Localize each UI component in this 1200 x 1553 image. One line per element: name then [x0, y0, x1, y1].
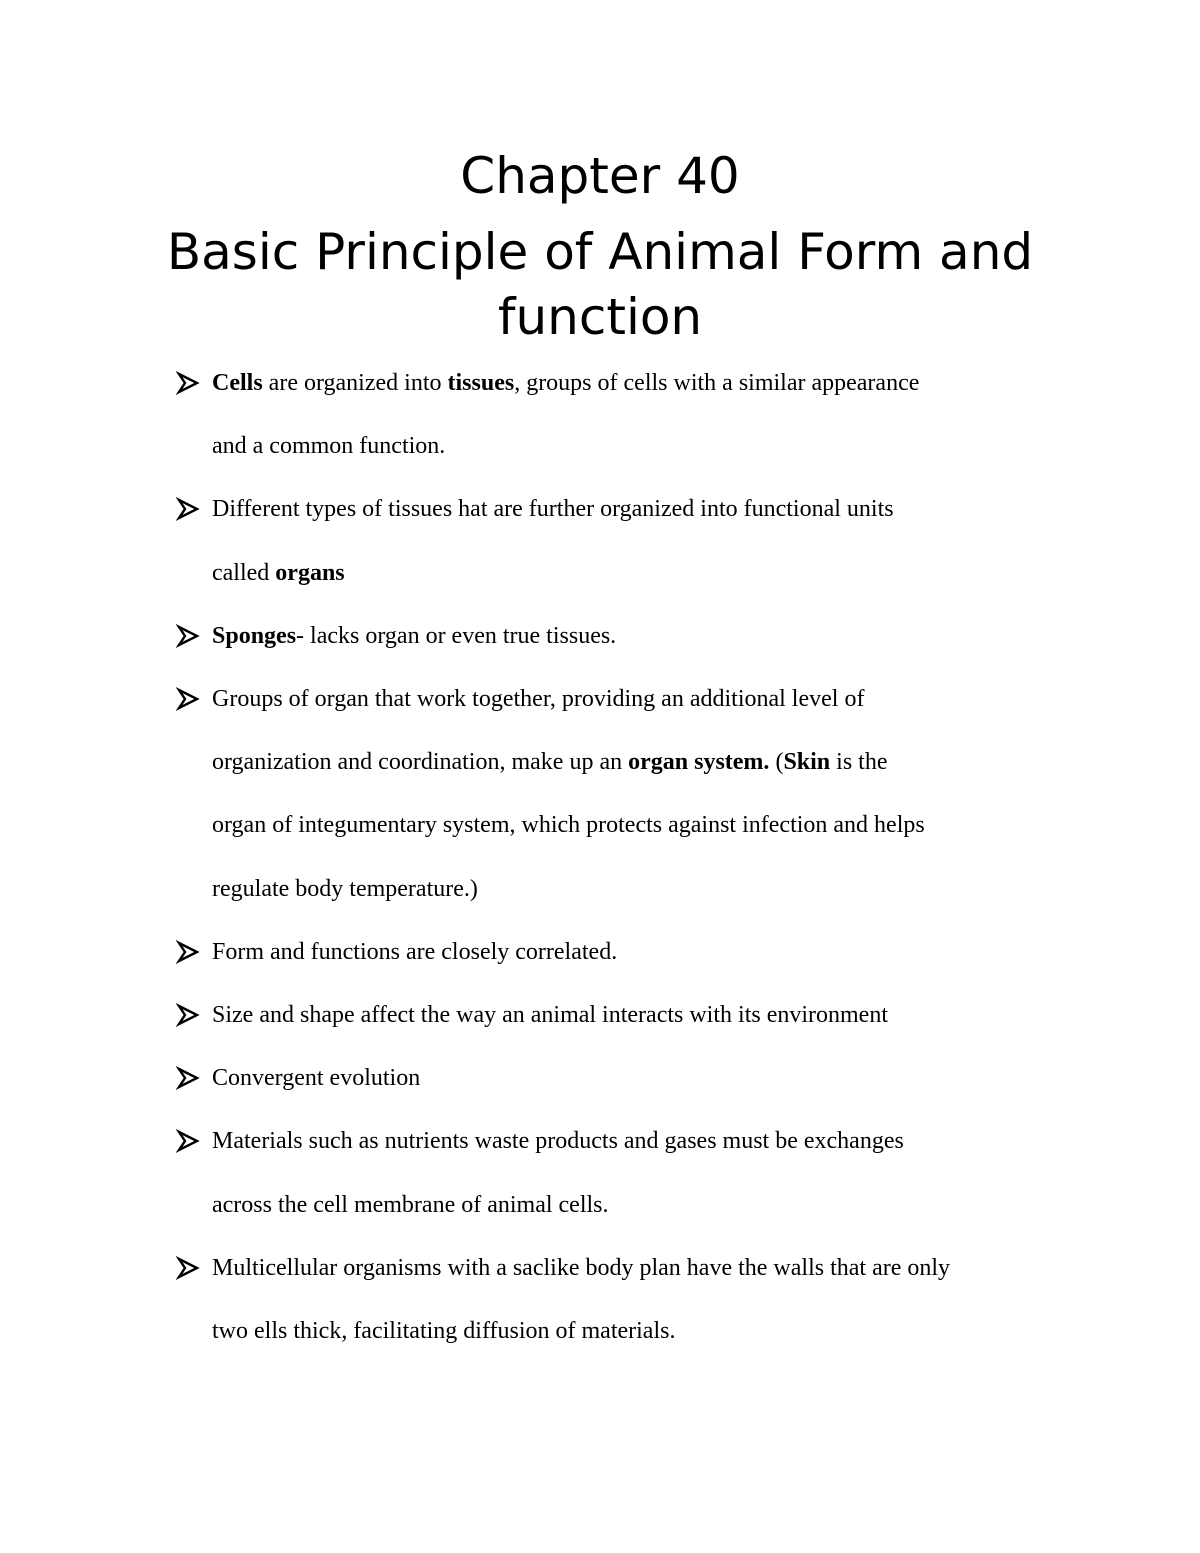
- bold-term: tissues: [447, 370, 515, 396]
- bullet-text-line: [212, 810, 1092, 840]
- bullet-text-line: [212, 1000, 1092, 1030]
- arrowhead-bullet-icon: [176, 497, 200, 521]
- text-run: Convergent evolution: [212, 1065, 421, 1092]
- arrowhead-bullet-icon: [176, 1003, 200, 1027]
- text-run: is the: [830, 749, 888, 776]
- bullet-text-line: [212, 558, 1092, 588]
- bullet-text-line: [212, 1190, 1092, 1220]
- text-run: and a common function.: [212, 433, 446, 460]
- bullet-text-line: [212, 1316, 1092, 1346]
- bullet-text-line: [212, 1063, 1092, 1093]
- bullet-text-line: [212, 1253, 1092, 1283]
- text-run: Different types of tissues hat are further organized into functional units: [212, 496, 894, 523]
- bold-term: organ system.: [628, 749, 770, 776]
- text-run: , groups of cells with a similar appearance: [514, 370, 920, 396]
- bold-term: organs: [275, 559, 345, 586]
- text-run: - lacks organ or even true tissues.: [296, 622, 617, 649]
- arrowhead-bullet-icon: [176, 1256, 200, 1280]
- bullet-text-line: [212, 747, 1092, 777]
- text-run: called: [212, 559, 276, 586]
- text-run: are organized into: [262, 370, 448, 396]
- chapter-number: Chapter 40: [460, 147, 740, 205]
- text-run: (: [769, 749, 784, 776]
- arrowhead-bullet-icon: [176, 940, 200, 964]
- bold-term: Skin: [783, 749, 831, 776]
- text-run: two ells thick, facilitating diffusion of materials.: [212, 1318, 676, 1344]
- text-run: Size and shape affect the way an animal interacts with its environment: [212, 1002, 888, 1028]
- arrowhead-bullet-icon: [176, 624, 200, 648]
- text-run: Multicellular organisms with a saclike body plan have the walls that are only: [212, 1254, 951, 1281]
- chapter-title-line-2: function: [497, 288, 703, 346]
- bullet-text-line: [212, 684, 1092, 714]
- text-run: regulate body temperature.): [212, 875, 478, 902]
- bullet-text-line: [212, 937, 1092, 967]
- bold-term: Sponges: [212, 622, 297, 649]
- arrowhead-bullet-icon: [176, 1066, 200, 1090]
- bullet-text-line: [212, 1126, 1092, 1156]
- text-run: organization and coordination, make up an: [212, 749, 629, 776]
- text-run: Form and functions are closely correlated.: [212, 938, 618, 965]
- bullet-text-line: [212, 621, 1092, 651]
- text-run: across the cell membrane of animal cells.: [212, 1191, 609, 1218]
- bold-term: Cells: [212, 370, 263, 396]
- chapter-title-line-1: Basic Principle of Animal Form and: [166, 223, 1034, 281]
- text-run: Materials such as nutrients waste products and gases must be exchanges: [212, 1128, 904, 1155]
- bullet-text-line: [212, 368, 1092, 398]
- arrowhead-bullet-icon: [176, 1129, 200, 1153]
- bullet-text-line: [212, 874, 1092, 904]
- bullet-text-line: [212, 494, 1092, 524]
- arrowhead-bullet-icon: [176, 687, 200, 711]
- arrowhead-bullet-icon: [176, 371, 200, 395]
- text-run: organ of integumentary system, which protects against infection and helps: [212, 812, 925, 839]
- text-run: Groups of organ that work together, providing an additional level of: [212, 686, 865, 712]
- bullet-text-line: [212, 431, 1092, 461]
